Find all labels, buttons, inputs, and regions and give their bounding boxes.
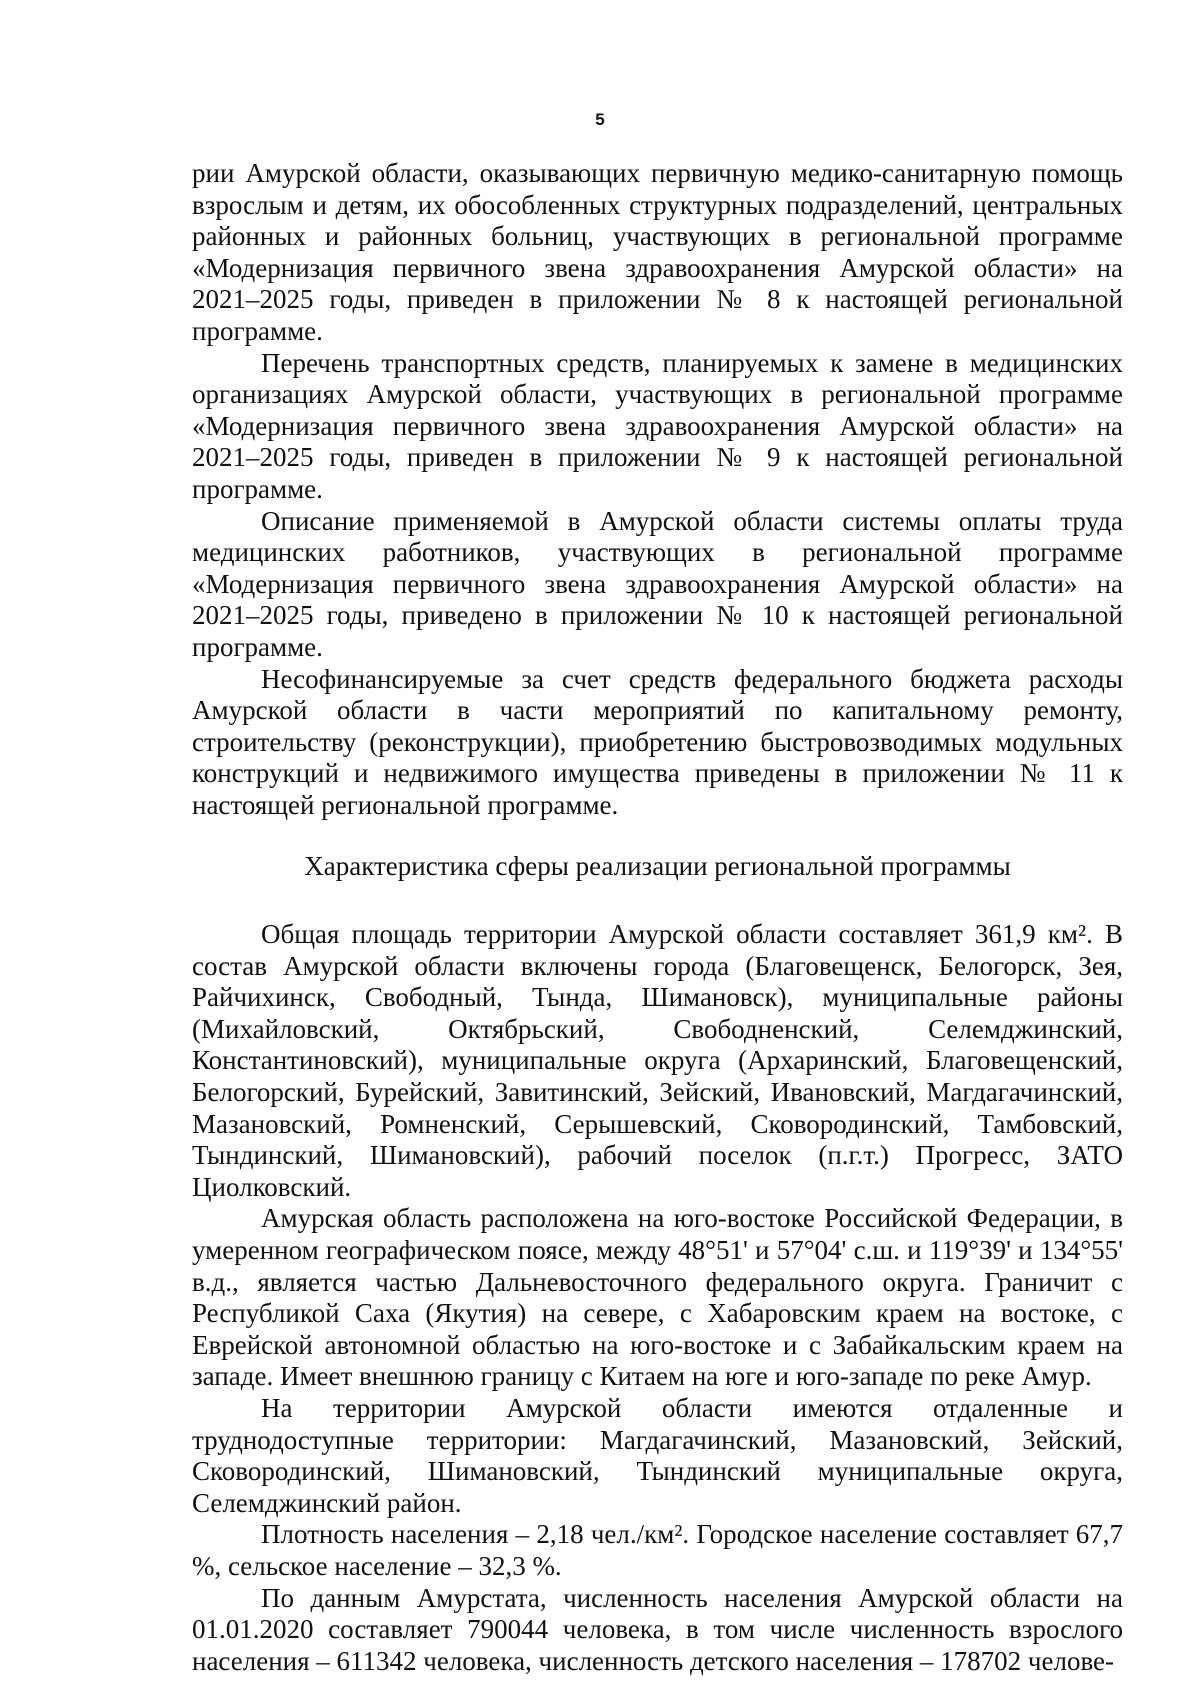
document-body bbox=[192, 158, 1123, 1677]
paragraph-appendix-11: Несофинансируемые за счет средств федерального бюджета расходы Амурской области в части мероприятий по капитальному ремонту, строительству (реконструкции), приобретению быстровозводимых модульных конструкций и недвижимого имущества приведены в приложении № 11 к настоящей региональной программе. bbox=[192, 663, 1123, 820]
paragraph-geography: Амурская область расположена на юго-востоке Российской Федерации, в умеренном географическом поясе, между 48°51' и 57°04' с.ш. и 119°39' и 134°55' в.д., является частью Дальневосточного федерального округа. Граничит с Республикой Саха (Якутия) на севере, с Хабаровским краем на востоке, с Еврейской автономной областью на юго-востоке и с Забайкальским краем на западе. Имеет внешнюю границу с Китаем на юге и юго-западе по реке Амур. bbox=[192, 1203, 1123, 1392]
section-heading: Характеристика сферы реализации региональной программы bbox=[304, 851, 1011, 882]
paragraph-remote-territories: На территории Амурской области имеются отдаленные и труднодоступные территории: Магдагачинский, Мазановский, Зейский, Сковородинский, Шимановский, Тындинский муниципальные округа, Селемджинский район. bbox=[192, 1392, 1123, 1518]
paragraph-population-count: По данным Амурстата, численность населения Амурской области на 01.01.2020 составляет 790044 человека, в том числе численность взрослого населения – 611342 человека, численность детского населения – 178702 челове- bbox=[192, 1582, 1123, 1676]
paragraph-population-density: Плотность населения – 2,18 чел./км². Городское население составляет 67,7 %, сельское население – 32,3 %. bbox=[192, 1519, 1123, 1581]
paragraph-appendix-10: Описание применяемой в Амурской области системы оплаты труда медицинских работников, участвующих в региональной программе «Модернизация первичного звена здравоохранения Амурской области» на 2021–2025 годы, приведено в приложении № 10 к настоящей региональной программе. bbox=[192, 505, 1123, 662]
paragraph-appendix-9: Перечень транспортных средств, планируемых к замене в медицинских организациях Амурской области, участвующих в региональной программе «Модернизация первичного звена здравоохранения Амурской области» на 2021–2025 годы, приведен в приложении № 9 к настоящей региональной программе. bbox=[192, 347, 1123, 504]
paragraph-appendix-8: рии Амурской области, оказывающих первичную медико-санитарную помощь взрослым и детям, их обособленных структурных подразделений, центральных районных и районных больниц, участвующих в региональной программе «Модернизация первичного звена здравоохранения Амурской области» на 2021–2025 годы, приведен в приложении № 8 к настоящей региональной программе. bbox=[192, 158, 1123, 346]
paragraph-territory-area: Общая площадь территории Амурской области составляет 361,9 км². В состав Амурской области включены города (Благовещенск, Белогорск, Зея, Райчихинск, Свободный, Тында, Шимановск), муниципальные районы (Михайловский, Октябрьский, Свободненский, Селемджинский, Константиновский), муниципальные округа (Архаринский, Благовещенский, Белогорский, Бурейский, Завитинский, Зейский, Ивановский, Магдагачинский, Мазановский, Ромненский, Серышевский, Сковородинский, Тамбовский, Тындинский, Шимановский), рабочий поселок (п.г.т.) Прогресс, ЗАТО Циолковский. bbox=[192, 919, 1123, 1202]
page-number: 5 bbox=[595, 110, 605, 129]
